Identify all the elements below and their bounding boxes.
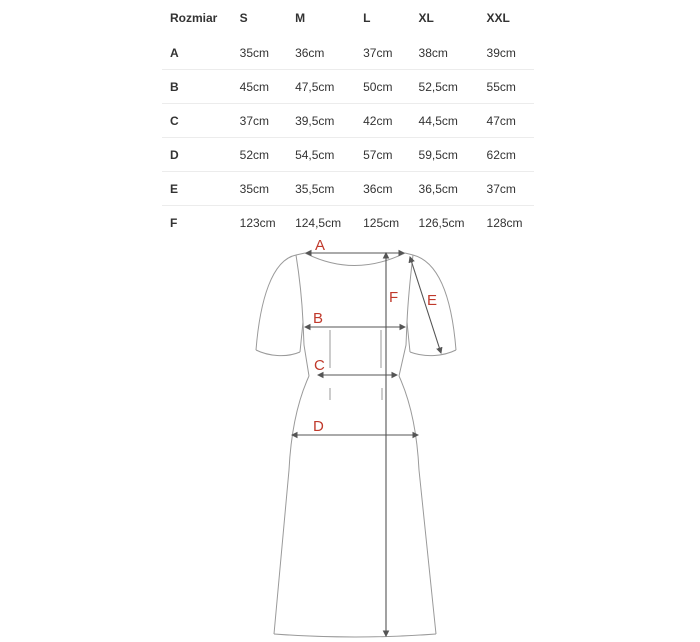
table-cell: 52cm: [232, 138, 287, 172]
header-size: Rozmiar: [170, 11, 218, 25]
label-e: E: [427, 292, 438, 309]
table-cell: 37cm: [232, 104, 287, 138]
table-cell: 128cm: [486, 215, 523, 230]
table-cell: 59,5cm: [411, 138, 479, 172]
row-label: F: [170, 215, 178, 230]
label-b: B: [313, 310, 324, 327]
table-cell: 36cm: [355, 172, 410, 206]
table-cell: 125cm: [363, 215, 400, 230]
table-cell: 55cm: [479, 70, 534, 104]
row-label: E: [162, 172, 232, 206]
table-cell: 44,5cm: [411, 104, 479, 138]
label-f: F: [389, 289, 399, 306]
table-cell: 47cm: [479, 104, 534, 138]
label-d: D: [313, 418, 324, 435]
table-cell: 123cm: [239, 215, 276, 230]
row-label: D: [162, 138, 232, 172]
row-label: C: [162, 104, 232, 138]
table-cell: 52,5cm: [411, 70, 479, 104]
table-cell: 54,5cm: [287, 138, 355, 172]
row-label: B: [162, 70, 232, 104]
header-l: L: [363, 11, 371, 25]
table-cell: 35cm: [232, 172, 287, 206]
label-a: A: [315, 237, 326, 254]
table-cell: 47,5cm: [287, 70, 355, 104]
table-cell: 42cm: [355, 104, 410, 138]
table-cell: 39,5cm: [287, 104, 355, 138]
table-cell: 36cm: [287, 36, 355, 70]
table-cell: 45cm: [232, 70, 287, 104]
table-cell: 50cm: [355, 70, 410, 104]
table-cell: 37cm: [355, 36, 410, 70]
row-label: A: [162, 36, 232, 70]
dress-outline: [256, 253, 456, 637]
header-xxl: XXL: [486, 11, 510, 25]
table-cell: 35cm: [232, 36, 287, 70]
table-cell: 39cm: [479, 36, 534, 70]
table-cell: 36,5cm: [411, 172, 479, 206]
table-cell: 62cm: [479, 138, 534, 172]
table-cell: 124,5cm: [295, 215, 342, 230]
header-m: M: [295, 11, 306, 25]
table-cell: 57cm: [355, 138, 410, 172]
header-xl: XL: [418, 11, 434, 25]
table-cell: 37cm: [479, 172, 534, 206]
table-cell: 38cm: [411, 36, 479, 70]
table-cell: 126,5cm: [418, 215, 465, 230]
table-cell: 35,5cm: [287, 172, 355, 206]
label-c: C: [314, 357, 325, 374]
header-s: S: [239, 11, 248, 25]
